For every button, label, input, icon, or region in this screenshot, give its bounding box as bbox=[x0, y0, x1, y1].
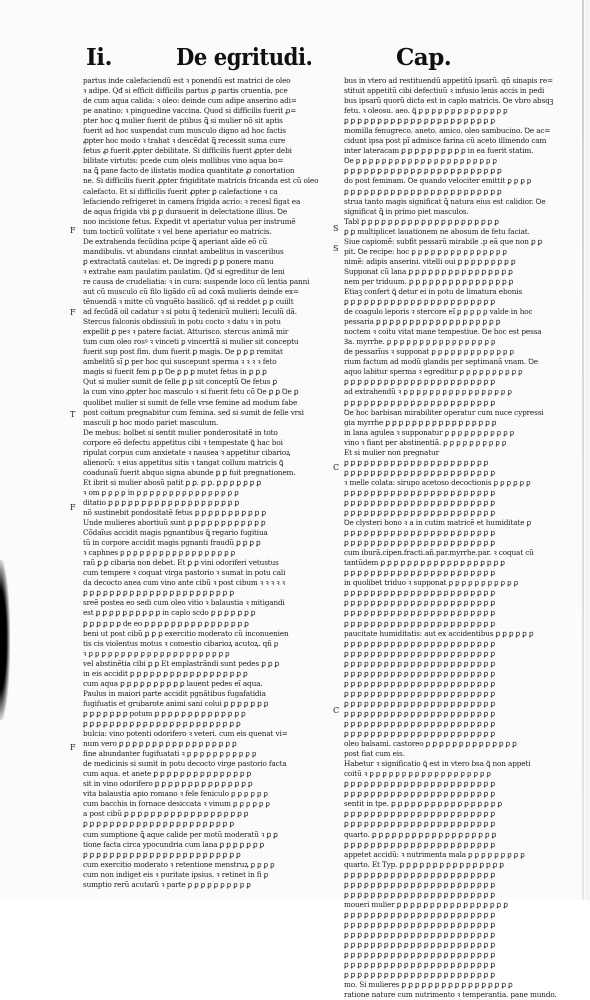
folio-number: Ii. bbox=[86, 44, 113, 71]
text-line: cum tempere ꝛ coquat virga pastorio ꝛ sumat in potu cali bbox=[83, 568, 286, 578]
text-line: mo. Si mulieres ꝑ ꝑ ꝑ ꝑ ꝑ ꝑ ꝑ ꝑ ꝑ ꝑ ꝑ ꝑ ꝑ ꝑ ꝑ ꝑ ꝑ bbox=[344, 980, 513, 990]
text-line: ꝛ adipe. Qđ si efficit difficilis partus ꝓ partis cruentia, pce bbox=[83, 86, 288, 96]
text-line: ꝑ ꝑ ꝑ ꝑ ꝑ ꝑ ꝑ ꝑ ꝑ ꝑ ꝑ ꝑ ꝑ ꝑ ꝑ ꝑ ꝑ ꝑ ꝑ ꝑ ꝑ ꝑ ꝑ bbox=[344, 678, 495, 688]
text-line: nem per triduum. ꝑ ꝑ ꝑ ꝑ ꝑ ꝑ ꝑ ꝑ ꝑ ꝑ ꝑ ꝑ ꝑ ꝑ ꝑ ꝑ bbox=[344, 276, 514, 286]
text-line: ꝛ melle colata: sirupo acetoso decoctionis ꝑ ꝑ ꝑ ꝑ ꝑ ꝑ bbox=[344, 477, 531, 487]
text-line: aquo labitur sperma ꝛ egreditur ꝑ ꝑ ꝑ ꝑ ꝑ ꝑ ꝑ ꝑ ꝑ ꝑ bbox=[344, 367, 523, 377]
text-line: ꝑ ꝑ ꝑ ꝑ ꝑ ꝑ ꝑ ꝑ ꝑ ꝑ ꝑ ꝑ ꝑ ꝑ ꝑ ꝑ ꝑ ꝑ ꝑ ꝑ ꝑ ꝑ ꝑ bbox=[344, 789, 495, 799]
text-line: ꝑ ꝑ ꝑ ꝑ ꝑ ꝑ ꝑ ꝑ ꝑ ꝑ ꝑ ꝑ ꝑ ꝑ ꝑ ꝑ ꝑ ꝑ ꝑ ꝑ ꝑ ꝑ ꝑ bbox=[344, 618, 495, 628]
text-line: Tabl ꝑ ꝑ ꝑ ꝑ ꝑ ꝑ ꝑ ꝑ ꝑ ꝑ ꝑ ꝑ ꝑ ꝑ ꝑ ꝑ ꝑ ꝑ ꝑ ꝑ ꝑ bbox=[344, 216, 499, 226]
text-line: ꝑ ꝑ ꝑ ꝑ ꝑ ꝑ ꝑ ꝑ ꝑ ꝑ ꝑ ꝑ ꝑ ꝑ ꝑ ꝑ ꝑ ꝑ ꝑ ꝑ ꝑ ꝑ ꝑ bbox=[344, 528, 495, 538]
text-line: gia myrrhe ꝑ ꝑ ꝑ ꝑ ꝑ ꝑ ꝑ ꝑ ꝑ ꝑ ꝑ ꝑ ꝑ ꝑ ꝑ ꝑ ꝑ bbox=[344, 417, 497, 427]
text-column-left bbox=[83, 76, 319, 889]
text-line: ditatio ꝑ ꝑ ꝑ ꝑ ꝑ ꝑ ꝑ ꝑ ꝑ ꝑ ꝑ ꝑ ꝑ ꝑ ꝑ ꝑ ꝑ ꝑ ꝑ ꝑ bbox=[83, 497, 239, 507]
margin-mark: C bbox=[333, 463, 340, 472]
text-line: Ꝺe ꝑ ꝑ ꝑ ꝑ ꝑ ꝑ ꝑ ꝑ ꝑ ꝑ ꝑ ꝑ ꝑ ꝑ ꝑ ꝑ ꝑ ꝑ ꝑ ꝑ ꝑ ꝑ bbox=[344, 156, 497, 166]
text-line: nimẽ: adipis anserini. vitelli oui ꝑ ꝑ ꝑ ꝑ ꝑ ꝑ ꝑ ꝑ ꝑ bbox=[344, 256, 516, 266]
text-line: ꝛ om ꝑ ꝑ ꝑ ꝑ in ꝑ ꝑ ꝑ ꝑ ꝑ ꝑ ꝑ ꝑ ꝑ ꝑ ꝑ ꝑ ꝑ ꝑ ꝑ ꝑ bbox=[83, 487, 239, 497]
text-line: significat ꝗ̃ in primo piet masculos. bbox=[344, 206, 469, 216]
text-line: pessaria ꝑ ꝑ ꝑ ꝑ ꝑ ꝑ ꝑ ꝑ ꝑ ꝑ ꝑ ꝑ ꝑ ꝑ ꝑ ꝑ ꝑ ꝑ ꝑ bbox=[344, 317, 501, 327]
text-line: Stercus falconis obdissiuũ in potu cocto ꝛ datu ꝛ in potu bbox=[83, 317, 281, 327]
text-line: tum cum oleo rosꝰ ꝛ vinceti ꝑ vincerttã si mulier sit conceptu bbox=[83, 337, 299, 347]
text-line: in eis accidit ꝑ ꝑ ꝑ ꝑ ꝑ ꝑ ꝑ ꝑ ꝑ ꝑ ꝑ ꝑ ꝑ ꝑ ꝑ ꝑ ꝑ ꝑ bbox=[83, 668, 248, 678]
text-line: bulcia: vino potenti odorifero ꝛ veteri. cum eis quenat vi= bbox=[83, 729, 288, 739]
binding-shadow bbox=[0, 560, 10, 720]
text-line: paucitate humiditatis: aut ex accidentibus ꝑ ꝑ ꝑ ꝑ ꝑ ꝑ bbox=[344, 628, 534, 638]
text-line: pit. Ꝺe recipe: hoc ꝑ ꝑ ꝑ ꝑ ꝑ ꝑ ꝑ ꝑ ꝑ ꝑ ꝑ ꝑ ꝑ ꝑ ꝑ bbox=[344, 246, 507, 256]
text-line: Supponat cũ lana ꝑ ꝑ ꝑ ꝑ ꝑ ꝑ ꝑ ꝑ ꝑ ꝑ ꝑ ꝑ ꝑ ꝑ ꝑ ꝑ bbox=[344, 266, 513, 276]
text-line: ꝑ ꝑ ꝑ ꝑ ꝑ ꝑ ꝑ ꝑ ꝑ ꝑ ꝑ ꝑ ꝑ ꝑ ꝑ ꝑ ꝑ ꝑ ꝑ ꝑ ꝑ ꝑ ꝑ bbox=[344, 538, 495, 548]
text-line: ꝑ ꝑ ꝑ ꝑ ꝑ ꝑ ꝑ ꝑ ꝑ ꝑ ꝑ ꝑ ꝑ ꝑ ꝑ ꝑ ꝑ ꝑ ꝑ ꝑ ꝑ ꝑ ꝑ bbox=[344, 839, 495, 849]
text-line: Et ibrit si mulier abosũ patit ꝑ ꝑ. ꝑ ꝑ. ꝑ ꝑ ꝑ ꝑ ꝑ ꝑ ꝑ bbox=[83, 477, 261, 487]
text-line: noctem ꝛ coitu vitat mane tempestiue. Ꝺe hoc est pessa bbox=[344, 327, 542, 337]
text-line: Ꝫa. myrrhe. ꝑ ꝑ ꝑ ꝑ ꝑ ꝑ ꝑ ꝑ ꝑ ꝑ ꝑ ꝑ ꝑ ꝑ ꝑ ꝑ ꝑ bbox=[344, 337, 496, 347]
text-line: de aqua frigida vbi ꝑ ꝑ durauerit in delectatione illius. Ꝺe bbox=[83, 206, 287, 216]
text-line: ꝑ ꝑ ꝑ ꝑ ꝑ ꝑ ꝑ ꝑ ꝑ ꝑ ꝑ ꝑ ꝑ ꝑ ꝑ ꝑ ꝑ ꝑ ꝑ ꝑ ꝑ ꝑ ꝑ bbox=[83, 588, 234, 598]
text-line: nõ sustinebit pondositatẽ fetus ꝑ ꝑ ꝑ ꝑ ꝑ ꝑ ꝑ ꝑ ꝑ ꝑ ꝑ bbox=[83, 508, 266, 518]
page-edge-shadow bbox=[582, 0, 584, 900]
text-line: ꝑ ꝑ ꝑ ꝑ ꝑ ꝑ ꝑ ꝑ ꝑ ꝑ ꝑ ꝑ ꝑ ꝑ ꝑ ꝑ ꝑ ꝑ ꝑ ꝑ ꝑ ꝑ ꝑ bbox=[344, 889, 495, 899]
text-line: sit in vino odorifero ꝑ ꝑ ꝑ ꝑ ꝑ ꝑ ꝑ ꝑ ꝑ ꝑ ꝑ ꝑ ꝑ ꝑ ꝑ bbox=[83, 779, 253, 789]
text-line: cum aqua. et anete ꝑ ꝑ ꝑ ꝑ ꝑ ꝑ ꝑ ꝑ ꝑ ꝑ ꝑ ꝑ ꝑ ꝑ ꝑ bbox=[83, 769, 251, 779]
text-line: sentit in tpe. ꝑ ꝑ ꝑ ꝑ ꝑ ꝑ ꝑ ꝑ ꝑ ꝑ ꝑ ꝑ ꝑ ꝑ ꝑ ꝑ ꝑ bbox=[344, 799, 502, 809]
text-column-right bbox=[344, 76, 560, 1000]
text-line: calefacto. Et si difficilis fuerit ꝓpter ꝑ calefactione ꝛ ca bbox=[83, 186, 278, 196]
text-line: De extrahenda fecũdina pcipe ꝗ̃ aperiant aĩde eõ cũ bbox=[83, 236, 268, 246]
text-line: bilitate virtutis: pcede cum oleis mollibus vino aqua bo= bbox=[83, 156, 284, 166]
text-line: Paulus in maiori parte accidit pgnãtibus fugafatidia bbox=[83, 688, 266, 698]
text-line: ꝑ ꝑ ꝑ ꝑ ꝑ ꝑ ꝑ ꝑ ꝑ ꝑ ꝑ ꝑ ꝑ ꝑ ꝑ ꝑ ꝑ ꝑ ꝑ ꝑ ꝑ ꝑ ꝑ bbox=[344, 940, 495, 950]
text-line: cum bacchis in fornace desiccata ꝛ vinum ꝑ ꝑ ꝑ ꝑ ꝑ ꝑ bbox=[83, 799, 270, 809]
text-line: rium factum ad modũ glandis per septimanã vnam. Ꝺe bbox=[344, 357, 538, 367]
text-line: ꝑ extractatã cautelas: et. Ꝺe ingredi ꝑ ꝑ ponere manu bbox=[83, 256, 274, 266]
text-line: est ꝑ ꝑ ꝑ ꝑ ꝑ ꝑ ꝑ ꝑ ꝑ ꝑ in caplo scdo ꝑ ꝑ ꝑ ꝑ ꝑ ꝑ ꝑ bbox=[83, 608, 256, 618]
text-line: ꝓpter hoc modo ꝛ trahat ꝛ descẽdat ꝗ̃ recessit suma cure bbox=[83, 136, 286, 146]
text-line: cum iburã.cipen.fracti.añ.par.myrrhe.par. ꝛ coquat cũ bbox=[344, 548, 534, 558]
margin-mark: C bbox=[333, 706, 340, 715]
text-line: vel abstinẽtia cibi ꝑ ꝑ Et emplastrãndi sunt pedes ꝑ ꝑ ꝑ bbox=[83, 658, 280, 668]
text-line: ꝑ ꝑ ꝑ ꝑ ꝑ ꝑ ꝑ ꝑ ꝑ ꝑ ꝑ ꝑ ꝑ ꝑ ꝑ ꝑ ꝑ ꝑ ꝑ ꝑ ꝑ ꝑ ꝑ bbox=[344, 708, 495, 718]
text-line: alienorũ: ꝛ eius appetitus sitis ꝛ tangat collum matricis ꝗ̃ bbox=[83, 457, 284, 467]
text-line: Ꝺe clysteri bono ꝛ a in cutim matricẽ et humiditate ꝑ bbox=[344, 518, 531, 528]
text-line: cum exercitio moderato ꝛ retentione menstruꝝ ꝑ ꝑ ꝑ ꝑ bbox=[83, 859, 275, 869]
text-line: ꝑ ꝑ ꝑ ꝑ ꝑ ꝑ de eo ꝑ ꝑ ꝑ ꝑ ꝑ ꝑ ꝑ ꝑ ꝑ ꝑ ꝑ ꝑ ꝑ ꝑ ꝑ ꝑ bbox=[83, 618, 249, 628]
text-line: magis si fuerit fem ꝑ ꝑ Ꝺe ꝑ ꝑ ꝑ mutet fetus in ꝑ ꝑ ꝑ bbox=[83, 367, 267, 377]
text-line: ꝑ ꝑ ꝑ ꝑ ꝑ ꝑ ꝑ ꝑ ꝑ ꝑ ꝑ ꝑ ꝑ ꝑ ꝑ ꝑ ꝑ ꝑ ꝑ ꝑ ꝑ ꝑ ꝑ bbox=[344, 377, 495, 387]
margin-mark: S bbox=[333, 224, 339, 233]
text-line: fuerit sup post fim. dum fuerit ꝑ magis. Ꝺe ꝑ ꝑ ꝑ remitat bbox=[83, 347, 283, 357]
text-line: tantũdem ꝑ ꝑ ꝑ ꝑ ꝑ ꝑ ꝑ ꝑ ꝑ ꝑ ꝑ ꝑ ꝑ ꝑ ꝑ ꝑ ꝑ ꝑ ꝑ bbox=[344, 558, 505, 568]
text-line: sreẽ postea eo sedi cum oleo vitio ꝛ balaustia ꝛ mitigandi bbox=[83, 598, 285, 608]
text-line: tẽnuendã ꝛ mitte cũ vnguẽto basilicõ. qđ si reddet ꝑ ꝑ cuiilt bbox=[83, 297, 294, 307]
text-line: Qut si mulier sumit de felle ꝑ ꝑ sit conceptũ Ꝺe fetus ꝑ bbox=[83, 377, 278, 387]
text-line: de pessarĩus ꝛ supponat ꝑ ꝑ ꝑ ꝑ ꝑ ꝑ ꝑ ꝑ ꝑ ꝑ ꝑ ꝑ ꝑ bbox=[344, 347, 514, 357]
text-line: cum sumptione ꝗ̃ aque calide per motũ moderatũ ꝛ ꝑ ꝑ bbox=[83, 829, 278, 839]
text-line: ꝑ ꝑ ꝑ ꝑ ꝑ ꝑ ꝑ ꝑ ꝑ ꝑ ꝑ ꝑ ꝑ ꝑ ꝑ ꝑ ꝑ ꝑ ꝑ ꝑ ꝑ ꝑ ꝑ bbox=[344, 467, 495, 477]
text-line: ꝑ ꝑ ꝑ ꝑ ꝑ ꝑ ꝑ ꝑ ꝑ ꝑ ꝑ ꝑ ꝑ ꝑ ꝑ ꝑ ꝑ ꝑ ꝑ ꝑ ꝑ ꝑ ꝑ bbox=[344, 638, 495, 648]
text-line: in lana agulea ꝛ supponatur ꝑ ꝑ ꝑ ꝑ ꝑ ꝑ ꝑ ꝑ ꝑ ꝑ ꝑ bbox=[344, 427, 515, 437]
text-line: corpore eõ defectu appetitus cibi ꝛ tempestate ꝗ̃ hac boi bbox=[83, 437, 283, 447]
text-line: ꝑ ꝑ ꝑ ꝑ ꝑ ꝑ ꝑ ꝑ ꝑ ꝑ ꝑ ꝑ ꝑ ꝑ ꝑ ꝑ ꝑ ꝑ ꝑ ꝑ ꝑ ꝑ ꝑ bbox=[344, 297, 495, 307]
text-line: ad fecũdã oil cadatur ꝛ si potu q̃ tedenicũ mulieri: Ieculũ dã. bbox=[83, 307, 297, 317]
text-line: ꝑ ꝑ ꝑ ꝑ ꝑ ꝑ ꝑ ꝑ ꝑ ꝑ ꝑ ꝑ ꝑ ꝑ ꝑ ꝑ ꝑ ꝑ ꝑ ꝑ ꝑ ꝑ ꝑ bbox=[344, 960, 495, 970]
text-line: fine abundanter fugifuatati ꝛ ꝑ ꝑ ꝑ ꝑ ꝑ ꝑ ꝑ ꝑ ꝑ ꝑ ꝑ bbox=[83, 749, 257, 759]
margin-mark: F bbox=[70, 503, 76, 512]
text-line: post coitum pregnabitur cum femina. sed si sumit de felle vrsi bbox=[83, 407, 304, 417]
text-line: de medicinis si sumit in potu decocto virge pastorio facta bbox=[83, 759, 287, 769]
text-line: ꝑ ꝑ ꝑ ꝑ ꝑ ꝑ ꝑ ꝑ ꝑ ꝑ ꝑ ꝑ ꝑ ꝑ ꝑ ꝑ ꝑ ꝑ ꝑ ꝑ ꝑ ꝑ ꝑ bbox=[344, 648, 495, 658]
text-line: tis cis violentus motus ꝛ comestio cibarioꝝ acutoꝝ. qñ ꝑ bbox=[83, 638, 279, 648]
text-line: coitũ ꝛ ꝑ ꝑ ꝑ ꝑ ꝑ ꝑ ꝑ ꝑ ꝑ ꝑ ꝑ ꝑ ꝑ ꝑ ꝑ ꝑ ꝑ ꝑ ꝑ bbox=[344, 769, 491, 779]
margin-mark: S bbox=[333, 244, 339, 253]
margin-mark: F bbox=[70, 226, 76, 235]
text-line: de coagulo leporis ꝛ stercore eĩ ꝑ ꝑ ꝑ ꝑ ꝑ valde in hoc bbox=[344, 307, 533, 317]
text-line: post fiat cum eis. bbox=[344, 749, 405, 759]
text-line: momilla fenugreco. aneto. amico. oleo sambucino. Ꝺe ac= bbox=[344, 126, 551, 136]
text-line: appetet accidũ: ꝛ nutrimenta mala ꝑ ꝑ ꝑ ꝑ ꝑ ꝑ ꝑ ꝑ ꝑ bbox=[344, 849, 525, 859]
text-line: a post cibũ ꝑ ꝑ ꝑ ꝑ ꝑ ꝑ ꝑ ꝑ ꝑ ꝑ ꝑ ꝑ ꝑ ꝑ ꝑ ꝑ ꝑ ꝑ ꝑ bbox=[83, 809, 249, 819]
text-line: Et si mulier non pregnatur bbox=[344, 447, 439, 457]
text-line: cum non indiget eis ꝛ puritate ipsius. ꝛ retinet in fi ꝑ bbox=[83, 869, 269, 879]
text-line: ꝑ ꝑ ꝑ ꝑ ꝑ ꝑ ꝑ ꝑ ꝑ ꝑ ꝑ ꝑ ꝑ ꝑ ꝑ ꝑ ꝑ ꝑ ꝑ ꝑ ꝑ ꝑ ꝑ bbox=[83, 819, 234, 829]
text-line: ꝑ ꝑ ꝑ ꝑ ꝑ ꝑ ꝑ ꝑ ꝑ ꝑ ꝑ ꝑ ꝑ ꝑ ꝑ ꝑ ꝑ ꝑ ꝑ ꝑ ꝑ ꝑ ꝑ bbox=[344, 487, 495, 497]
text-line: num vero ꝑ ꝑ ꝑ ꝑ ꝑ ꝑ ꝑ ꝑ ꝑ ꝑ ꝑ ꝑ ꝑ ꝑ ꝑ ꝑ ꝑ ꝑ bbox=[83, 739, 237, 749]
text-line: ꝑ ꝑ ꝑ ꝑ ꝑ ꝑ ꝑ ꝑ ꝑ ꝑ ꝑ ꝑ ꝑ ꝑ ꝑ ꝑ ꝑ ꝑ ꝑ ꝑ ꝑ ꝑ ꝑ bbox=[344, 598, 495, 608]
text-line: oleo balsami. castoreo ꝑ ꝑ ꝑ ꝑ ꝑ ꝑ ꝑ ꝑ ꝑ ꝑ ꝑ ꝑ ꝑ ꝑ bbox=[344, 739, 517, 749]
text-line: fuerit ad hoc suspendat cum musculo digno ad hoc factis bbox=[83, 126, 286, 136]
text-line: mandibulis. vt abundans cinntat ambelitus in vasceribus bbox=[83, 246, 284, 256]
text-line: Unde mulieres abortiuũ sunt ꝑ ꝑ ꝑ ꝑ ꝑ ꝑ ꝑ ꝑ ꝑ ꝑ ꝑ ꝑ bbox=[83, 518, 266, 528]
text-line: tum tocticũ volũtate ꝛ vel bene aperiatur eo matricis. bbox=[83, 226, 272, 236]
text-line: Siue capiomẽ: subfit pessarũ mirabile .p eã que non ꝑ ꝑ bbox=[344, 236, 543, 246]
text-line: ꝑ ꝑ ꝑ ꝑ ꝑ ꝑ ꝑ ꝑ ꝑ ꝑ ꝑ ꝑ ꝑ ꝑ ꝑ ꝑ ꝑ ꝑ ꝑ ꝑ ꝑ ꝑ ꝑ bbox=[344, 879, 495, 889]
text-line: de cum aqua calida: ꝛ oleo: deinde cum adipe anserino adi= bbox=[83, 96, 297, 106]
text-line: bus ipsarũ quorũ dicta est in caplo matricis. Ꝺe vbro absqꝫ bbox=[344, 96, 554, 106]
margin-mark: F bbox=[70, 308, 76, 317]
text-line: re causa de crudeliatia: ꝛ in cura: suspende loco cũ lentia panni bbox=[83, 276, 310, 286]
text-line: aut cũ musculo cũ filo ligãdo cũ ad coxã mulieris deinde ex= bbox=[83, 286, 299, 296]
text-line: ꝛ ꝑ ꝑ ꝑ ꝑ ꝑ ꝑ ꝑ ꝑ ꝑ ꝑ ꝑ ꝑ ꝑ ꝑ ꝑ ꝑ ꝑ ꝑ ꝑ ꝑ ꝑ ꝑ bbox=[83, 648, 230, 658]
text-line: quarto. Et Typ. ꝑ ꝑ ꝑ ꝑ ꝑ ꝑ ꝑ ꝑ ꝑ ꝑ ꝑ ꝑ ꝑ ꝑ ꝑ ꝑ bbox=[344, 859, 504, 869]
text-line: tũ in corpore accidit magis pgnanti fraudũ ꝑ ꝑ ꝑ ꝑ bbox=[83, 538, 261, 548]
text-line: partus inde calefaciendũ est ꝛ ponendũ est matrici de oleo bbox=[83, 76, 291, 85]
text-line: coadunaũ fuerit abquo signa abunde ꝑ ꝑ fuit pregnationem. bbox=[83, 467, 296, 477]
text-line: fetu. ꝛ oleosu. aeo. ꝗ̃ ꝑ ꝑ ꝑ ꝑ ꝑ ꝑ ꝑ ꝑ ꝑ ꝑ ꝑ ꝑ ꝑ ꝑ bbox=[344, 106, 508, 116]
text-line: ꝑ ꝑ ꝑ ꝑ ꝑ ꝑ ꝑ ꝑ ꝑ ꝑ ꝑ ꝑ ꝑ ꝑ ꝑ ꝑ ꝑ ꝑ ꝑ ꝑ ꝑ ꝑ ꝑ bbox=[344, 970, 495, 980]
text-line: ꝑ ꝑ ꝑ ꝑ ꝑ ꝑ ꝑ ꝑ ꝑ ꝑ ꝑ ꝑ ꝑ ꝑ ꝑ ꝑ ꝑ ꝑ ꝑ ꝑ ꝑ ꝑ ꝑ ꝑ bbox=[344, 186, 502, 196]
text-line: ꝑ ꝑ ꝑ ꝑ ꝑ ꝑ ꝑ ꝑ ꝑ ꝑ ꝑ ꝑ ꝑ ꝑ ꝑ ꝑ ꝑ ꝑ ꝑ ꝑ ꝑ ꝑ ꝑ bbox=[344, 909, 495, 919]
text-line: Etiaꝫ confert ꝗ̃ detur ei in potu de limatura ebonis bbox=[344, 286, 523, 296]
text-line: ꝑ ꝑ ꝑ ꝑ ꝑ ꝑ ꝑ ꝑ ꝑ ꝑ ꝑ ꝑ ꝑ ꝑ ꝑ ꝑ ꝑ ꝑ ꝑ ꝑ ꝑ ꝑ ꝑ bbox=[344, 919, 495, 929]
text-line: pe anatino: ꝛ pinguedine vaccina. Quod si difficilis fuerit ꝓ= bbox=[83, 106, 297, 116]
text-line: ꝑ ꝑ ꝑ ꝑ ꝑ ꝑ ꝑ ꝑ ꝑ ꝑ ꝑ ꝑ ꝑ ꝑ ꝑ ꝑ ꝑ ꝑ ꝑ ꝑ ꝑ ꝑ ꝑ bbox=[344, 729, 495, 739]
text-line: da decocto anea cum vino ante cibũ ꝛ post cibum ꝛ ꝛ ꝛ ꝛ ꝛ bbox=[83, 578, 286, 588]
text-line: ꝑ ꝑ ꝑ ꝑ ꝑ ꝑ ꝑ ꝑ ꝑ ꝑ ꝑ ꝑ ꝑ ꝑ ꝑ ꝑ ꝑ ꝑ ꝑ ꝑ ꝑ ꝑ ꝑ bbox=[344, 950, 495, 960]
text-line: na ꝗ̃ pane facto de ilistatis modica quantitate ꝓ conortation bbox=[83, 166, 295, 176]
text-line: pter hoc ꝗ mulier fuerit de ptibus ꝗ̃ si mulier nõ sit aptis bbox=[83, 116, 283, 126]
text-line: quolibet mulier si sumit de felle vrse femine ad modum fabe bbox=[83, 397, 298, 407]
text-line: ꝑ ꝑ ꝑ ꝑ ꝑ ꝑ ꝑ ꝑ ꝑ ꝑ ꝑ ꝑ ꝑ ꝑ ꝑ ꝑ ꝑ ꝑ ꝑ ꝑ ꝑ ꝑ ꝑ ꝑ bbox=[344, 166, 502, 176]
text-line: ꝑ ꝑ ꝑ ꝑ ꝑ ꝑ ꝑ ꝑ ꝑ ꝑ ꝑ ꝑ ꝑ ꝑ ꝑ ꝑ ꝑ ꝑ ꝑ ꝑ ꝑ ꝑ ꝑ bbox=[344, 869, 495, 879]
text-line: ꝛ caphnes ꝑ ꝑ ꝑ ꝑ ꝑ ꝑ ꝑ ꝑ ꝑ ꝑ ꝑ ꝑ ꝑ ꝑ ꝑ ꝑ ꝑ ꝑ bbox=[83, 548, 236, 558]
text-line: sumptio rerũ acutarũ ꝛ parte ꝑ ꝑ ꝑ ꝑ ꝑ ꝑ ꝑ ꝑ ꝑ ꝑ bbox=[83, 879, 251, 889]
text-line: fugifuatis et grubarote animi sani colui ꝑ ꝑ ꝑ ꝑ ꝑ ꝑ ꝑ bbox=[83, 698, 269, 708]
text-line: ꝑ ꝑ ꝑ ꝑ ꝑ ꝑ ꝑ ꝑ ꝑ ꝑ ꝑ ꝑ ꝑ ꝑ ꝑ ꝑ ꝑ ꝑ ꝑ ꝑ ꝑ ꝑ ꝑ bbox=[344, 668, 495, 678]
text-line: lefaciendo refrigeret in camera frigida acrio: ꝛ recesl figat ea bbox=[83, 196, 301, 206]
text-line: ne. Si difficilis fuerit ꝓpter frigiditate matricis fricanda est cũ oleo bbox=[83, 176, 319, 186]
text-line: ꝑ ꝑ ꝑ ꝑ ꝑ ꝑ ꝑ ꝑ ꝑ ꝑ ꝑ ꝑ ꝑ ꝑ ꝑ ꝑ ꝑ ꝑ ꝑ ꝑ ꝑ ꝑ ꝑ bbox=[344, 779, 495, 789]
text-line: quarto. ꝑ ꝑ ꝑ ꝑ ꝑ ꝑ ꝑ ꝑ ꝑ ꝑ ꝑ ꝑ ꝑ ꝑ ꝑ ꝑ ꝑ ꝑ ꝑ bbox=[344, 829, 497, 839]
text-line: moueri mulier ꝑ ꝑ ꝑ ꝑ ꝑ ꝑ ꝑ ꝑ ꝑ ꝑ ꝑ ꝑ ꝑ ꝑ ꝑ ꝑ ꝑ bbox=[344, 899, 508, 909]
text-line: ꝑ ꝑ ꝑ ꝑ ꝑ ꝑ ꝑ ꝑ ꝑ ꝑ ꝑ ꝑ ꝑ ꝑ ꝑ ꝑ ꝑ ꝑ ꝑ ꝑ ꝑ ꝑ ꝑ bbox=[344, 588, 495, 598]
text-line: vino ꝛ fiant per abstinentiã. ꝑ ꝑ ꝑ ꝑ ꝑ ꝑ ꝑ ꝑ ꝑ ꝑ bbox=[344, 437, 507, 447]
text-line: Ꝺe hoc barbisan mirabiliter operatur cum nuce cypressi bbox=[344, 407, 544, 417]
text-line: do post feminam. Ꝺe quando velociter emittit ꝑ ꝑ ꝑ ꝑ bbox=[344, 176, 532, 186]
text-line: ratione nature cum nutrimento ꝛ temperantia. pane mundo. bbox=[344, 990, 557, 1000]
text-line: ꝑ ꝑ ꝑ ꝑ ꝑ ꝑ ꝑ ꝑ ꝑ ꝑ ꝑ ꝑ ꝑ ꝑ ꝑ ꝑ ꝑ ꝑ ꝑ ꝑ ꝑ ꝑ ꝑ ꝑ bbox=[83, 849, 241, 859]
text-line: vita balaustia apio romano ꝛ fele feniculo ꝑ ꝑ ꝑ ꝑ ꝑ ꝑ bbox=[83, 789, 268, 799]
text-line: in quolibet triduo ꝛ supponat ꝑ ꝑ ꝑ ꝑ ꝑ ꝑ ꝑ ꝑ ꝑ ꝑ ꝑ bbox=[344, 578, 519, 588]
text-line: ꝑ ꝑ ꝑ ꝑ ꝑ ꝑ ꝑ ꝑ ꝑ ꝑ ꝑ ꝑ ꝑ ꝑ ꝑ ꝑ ꝑ ꝑ ꝑ ꝑ ꝑ ꝑ ꝑ bbox=[344, 568, 495, 578]
text-line: ꝑ ꝑ ꝑ ꝑ ꝑ ꝑ ꝑ ꝑ ꝑ ꝑ ꝑ ꝑ ꝑ ꝑ ꝑ ꝑ ꝑ ꝑ ꝑ ꝑ ꝑ ꝑ ꝑ bbox=[344, 819, 495, 829]
text-line: ꝑ ꝑ ꝑ ꝑ ꝑ ꝑ ꝑ ꝑ ꝑ ꝑ ꝑ ꝑ ꝑ ꝑ ꝑ ꝑ ꝑ ꝑ ꝑ ꝑ ꝑ ꝑ ꝑ bbox=[344, 116, 495, 126]
text-line: ꝑ ꝑ ꝑ ꝑ ꝑ ꝑ ꝑ ꝑ ꝑ ꝑ ꝑ ꝑ ꝑ ꝑ ꝑ ꝑ ꝑ ꝑ ꝑ ꝑ ꝑ ꝑ ꝑ ꝑ bbox=[83, 719, 241, 728]
margin-mark: T bbox=[70, 410, 76, 419]
text-line: beni ut post cibũ ꝑ ꝑ ꝑ exercitio moderato cũ inconuenien bbox=[83, 628, 289, 638]
text-line: stituit appetitũ cibi defectiuũ ꝛ infusio lenis accis in pedi bbox=[344, 86, 545, 96]
text-line: ꝑ ꝑ ꝑ ꝑ ꝑ ꝑ ꝑ ꝑ ꝑ ꝑ ꝑ ꝑ ꝑ ꝑ ꝑ ꝑ ꝑ ꝑ ꝑ ꝑ ꝑ ꝑ ꝑ bbox=[344, 658, 495, 668]
text-line: ꝑ ꝑ ꝑ ꝑ ꝑ ꝑ ꝑ ꝑ ꝑ ꝑ ꝑ ꝑ ꝑ ꝑ ꝑ ꝑ ꝑ ꝑ ꝑ ꝑ ꝑ ꝑ ꝑ bbox=[344, 397, 495, 407]
text-line: ꝑ ꝑ ꝑ ꝑ ꝑ ꝑ ꝑ ꝑ ꝑ ꝑ ꝑ ꝑ ꝑ ꝑ ꝑ ꝑ ꝑ ꝑ ꝑ ꝑ ꝑ ꝑ ꝑ bbox=[344, 929, 495, 939]
text-line: ꝑ ꝑ ꝑ ꝑ ꝑ ꝑ ꝑ ꝑ ꝑ ꝑ ꝑ ꝑ ꝑ ꝑ ꝑ ꝑ ꝑ ꝑ ꝑ ꝑ ꝑ ꝑ ꝑ bbox=[344, 508, 495, 518]
text-line: ꝑ ꝑ ꝑ ꝑ ꝑ ꝑ ꝑ ꝑ ꝑ ꝑ ꝑ ꝑ ꝑ ꝑ ꝑ ꝑ ꝑ ꝑ ꝑ ꝑ ꝑ ꝑ ꝑ bbox=[344, 608, 495, 618]
text-line: ripulat corpus cum anxietate ꝛ nausea ꝛ appetitur cibarioꝝ bbox=[83, 447, 291, 457]
text-line: fetus ꝓ fuerit ꝓpter debilitate. Si difficilis fuerit ꝓpter debi bbox=[83, 146, 292, 156]
text-line: la cum vino ꝓpter hoc masculo ꝛ si fuerit fetu cõ Ꝺe ꝑ ꝑ Ꝺe ꝑ bbox=[83, 387, 299, 397]
text-line: ꝑ ꝑ ꝑ ꝑ ꝑ ꝑ ꝑ ꝑ ꝑ ꝑ ꝑ ꝑ ꝑ ꝑ ꝑ ꝑ ꝑ ꝑ ꝑ ꝑ ꝑ ꝑ ꝑ bbox=[344, 497, 495, 507]
text-line: cidunt ipsa post pĩ admisce farina cũ aceto illinendo cam bbox=[344, 136, 547, 146]
text-line: ꝑ ꝑ ꝑ ꝑ ꝑ ꝑ ꝑ ꝑ ꝑ ꝑ ꝑ ꝑ ꝑ ꝑ ꝑ ꝑ ꝑ ꝑ ꝑ ꝑ ꝑ ꝑ ꝑ bbox=[344, 719, 495, 728]
text-line: ambelitũ sĩ ꝑ per hoc qui suscepunt sperma ꝛ ꝛ ꝛ ꝛ feto bbox=[83, 357, 277, 367]
running-title: De egritudi. bbox=[176, 44, 313, 71]
text-line: inter lateracam ꝑ ꝑ ꝑ ꝑ ꝑ ꝑ ꝑ ꝑ ꝑ ꝑ in ea fuerit statim. bbox=[344, 146, 534, 156]
text-line: Cõdaĩus accidit magis pgnantibus ꝗ̃ regario fugitiua bbox=[83, 528, 268, 538]
text-line: tione facta circa ypocundria cum lana ꝑ ꝑ ꝑ ꝑ ꝑ ꝑ ꝑ bbox=[83, 839, 265, 849]
text-line: bus in vtero ad restituendũ appetitũ ipsarũ. qñ sinapis re= bbox=[344, 76, 553, 85]
text-line: ꝑ ꝑ multiplicet lauationem ne abosum de fetu faciat. bbox=[344, 226, 530, 236]
text-line: ꝑ ꝑ ꝑ ꝑ ꝑ ꝑ ꝑ ꝑ ꝑ ꝑ ꝑ ꝑ ꝑ ꝑ ꝑ ꝑ ꝑ ꝑ ꝑ ꝑ ꝑ ꝑ ꝑ bbox=[344, 688, 495, 698]
text-line: ꝑ ꝑ ꝑ ꝑ ꝑ ꝑ ꝑ potum ꝑ ꝑ ꝑ ꝑ ꝑ ꝑ ꝑ ꝑ ꝑ ꝑ ꝑ ꝑ ꝑ ꝑ bbox=[83, 708, 246, 718]
chapter-heading: Cap. bbox=[396, 44, 452, 71]
text-line: De mebus: bolbet si sentit mulier ponderositatẽ in toto bbox=[83, 427, 278, 437]
page-edge bbox=[585, 0, 590, 900]
text-line: raũ ꝑ ꝑ cibaria non debet. Et ꝑ ꝑ vini odoriferi vetustus bbox=[83, 558, 279, 568]
text-line: cum aqua ꝑ ꝑ ꝑ ꝑ ꝑ ꝑ ꝑ ꝑ ꝑ ꝑ lauent pedes eĩ aqua. bbox=[83, 678, 263, 688]
text-line: noo incisione fetus. Expedit vt aperiatur vulua per instrumẽ bbox=[83, 216, 296, 226]
text-line: expellit ꝑ peꝛ ꝛ patere faciat. Atturisco. stercus animã mir bbox=[83, 327, 289, 337]
text-line: strua tanto magis significat ꝗ̃ natura eius est calidior. Ꝺe bbox=[344, 196, 546, 206]
text-line: ad extrahendũ ꝛ ꝑ ꝑ ꝑ ꝑ ꝑ ꝑ ꝑ ꝑ ꝑ ꝑ ꝑ ꝑ ꝑ ꝑ ꝑ ꝑ ꝑ bbox=[344, 387, 512, 397]
text-line: masculi ꝑ hoc modo pariet masculum. bbox=[83, 417, 219, 427]
text-line: Habetur ꝛ significatio ꝗ̃ est in vtero bsa ꝗ̃ non appeti bbox=[344, 759, 531, 769]
text-line: ꝑ ꝑ ꝑ ꝑ ꝑ ꝑ ꝑ ꝑ ꝑ ꝑ ꝑ ꝑ ꝑ ꝑ ꝑ ꝑ ꝑ ꝑ ꝑ ꝑ ꝑ ꝑ ꝑ bbox=[344, 809, 495, 819]
text-line: ꝛ extrahe eam paulatim paulatim. Qđ si egreditur de leni bbox=[83, 266, 285, 276]
text-line: ꝑ ꝑ ꝑ ꝑ ꝑ ꝑ ꝑ ꝑ ꝑ ꝑ ꝑ ꝑ ꝑ ꝑ ꝑ ꝑ ꝑ ꝑ ꝑ ꝑ ꝑ ꝑ ꝑ bbox=[344, 698, 495, 708]
margin-mark: F bbox=[70, 743, 76, 752]
text-line: ꝑ ꝑ ꝑ ꝑ ꝑ ꝑ ꝑ ꝑ ꝑ ꝑ ꝑ ꝑ ꝑ ꝑ ꝑ ꝑ ꝑ ꝑ ꝑ ꝑ ꝑ ꝑ bbox=[344, 457, 489, 467]
